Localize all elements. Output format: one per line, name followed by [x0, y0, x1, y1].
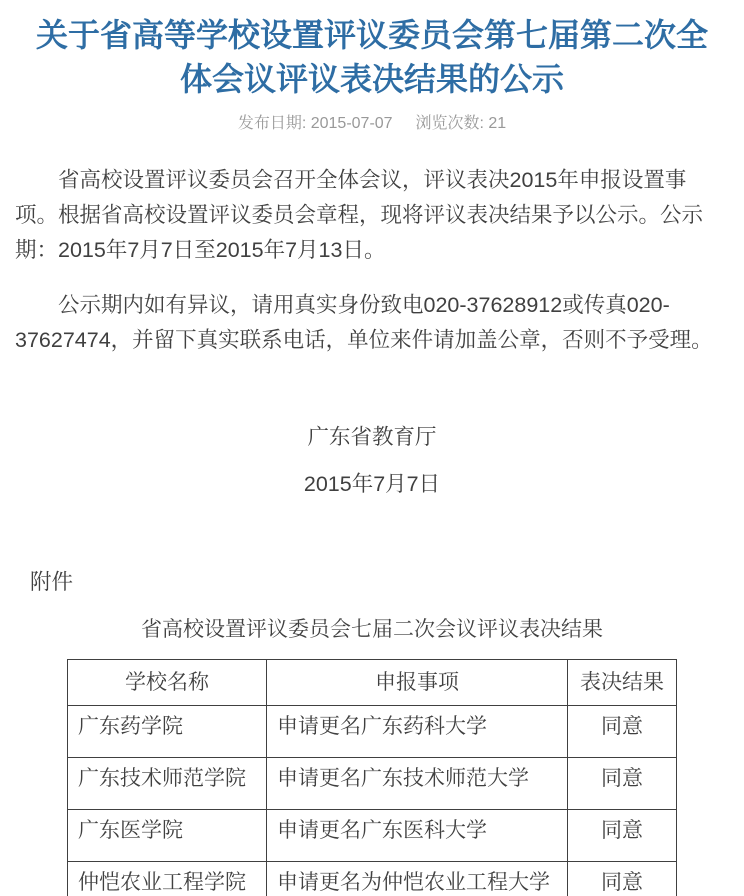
school-cell: 仲恺农业工程学院	[68, 862, 267, 896]
publish-date-label: 发布日期:	[237, 115, 307, 132]
result-cell: 同意	[568, 810, 677, 862]
result-cell: 同意	[568, 862, 677, 896]
school-cell: 广东医学院	[68, 810, 267, 862]
item-cell: 申请更名广东药科大学	[267, 706, 568, 758]
view-count-value: 21	[488, 115, 507, 132]
item-cell: 申请更名广东技术师范大学	[267, 758, 568, 810]
announcement-page	[0, 13, 744, 896]
header-cell-item: 申报事项	[267, 660, 568, 706]
page-title: 关于省高等学校设置评议委员会第七届第二次全体会议评议表决结果的公示	[35, 17, 708, 97]
announcement-body	[15, 163, 729, 358]
publish-date-value: 2015-07-07	[310, 115, 393, 132]
attachment-label: 附件	[30, 570, 74, 594]
header-cell-school: 学校名称	[68, 660, 267, 706]
item-cell: 申请更名为仲恺农业工程大学	[267, 862, 568, 896]
voting-results-table	[67, 659, 677, 896]
view-count-label: 浏览次数:	[415, 115, 484, 132]
school-cell: 广东药学院	[68, 706, 267, 758]
body-paragraph-2: 公示期内如有异议，请用真实身份致电020-37628912或传真020-37627474，并留下真实联系电话，单位来件请加盖公章，否则不予受理。	[15, 293, 713, 352]
table-row	[68, 810, 677, 862]
result-cell: 同意	[568, 706, 677, 758]
table-row	[68, 862, 677, 896]
school-cell: 广东技术师范学院	[68, 758, 267, 810]
result-cell: 同意	[568, 758, 677, 810]
table-row	[68, 758, 677, 810]
header-cell-result: 表决结果	[568, 660, 677, 706]
item-cell: 申请更名广东医科大学	[267, 810, 568, 862]
table-caption: 省高校设置评议委员会七届二次会议评议表决结果	[141, 618, 603, 641]
signature-date: 2015年7月7日	[303, 472, 441, 496]
table-row	[68, 706, 677, 758]
signature-organization: 广东省教育厅	[307, 425, 437, 449]
table-header-row	[68, 660, 677, 706]
body-paragraph-1: 省高校设置评议委员会召开全体会议，评议表决2015年申报设置事项。根据省高校设置评议委员会章程，现将评议表决结果予以公示。公示期：2015年7月7日至2015年7月13日。	[15, 168, 704, 262]
meta-row	[15, 110, 729, 133]
